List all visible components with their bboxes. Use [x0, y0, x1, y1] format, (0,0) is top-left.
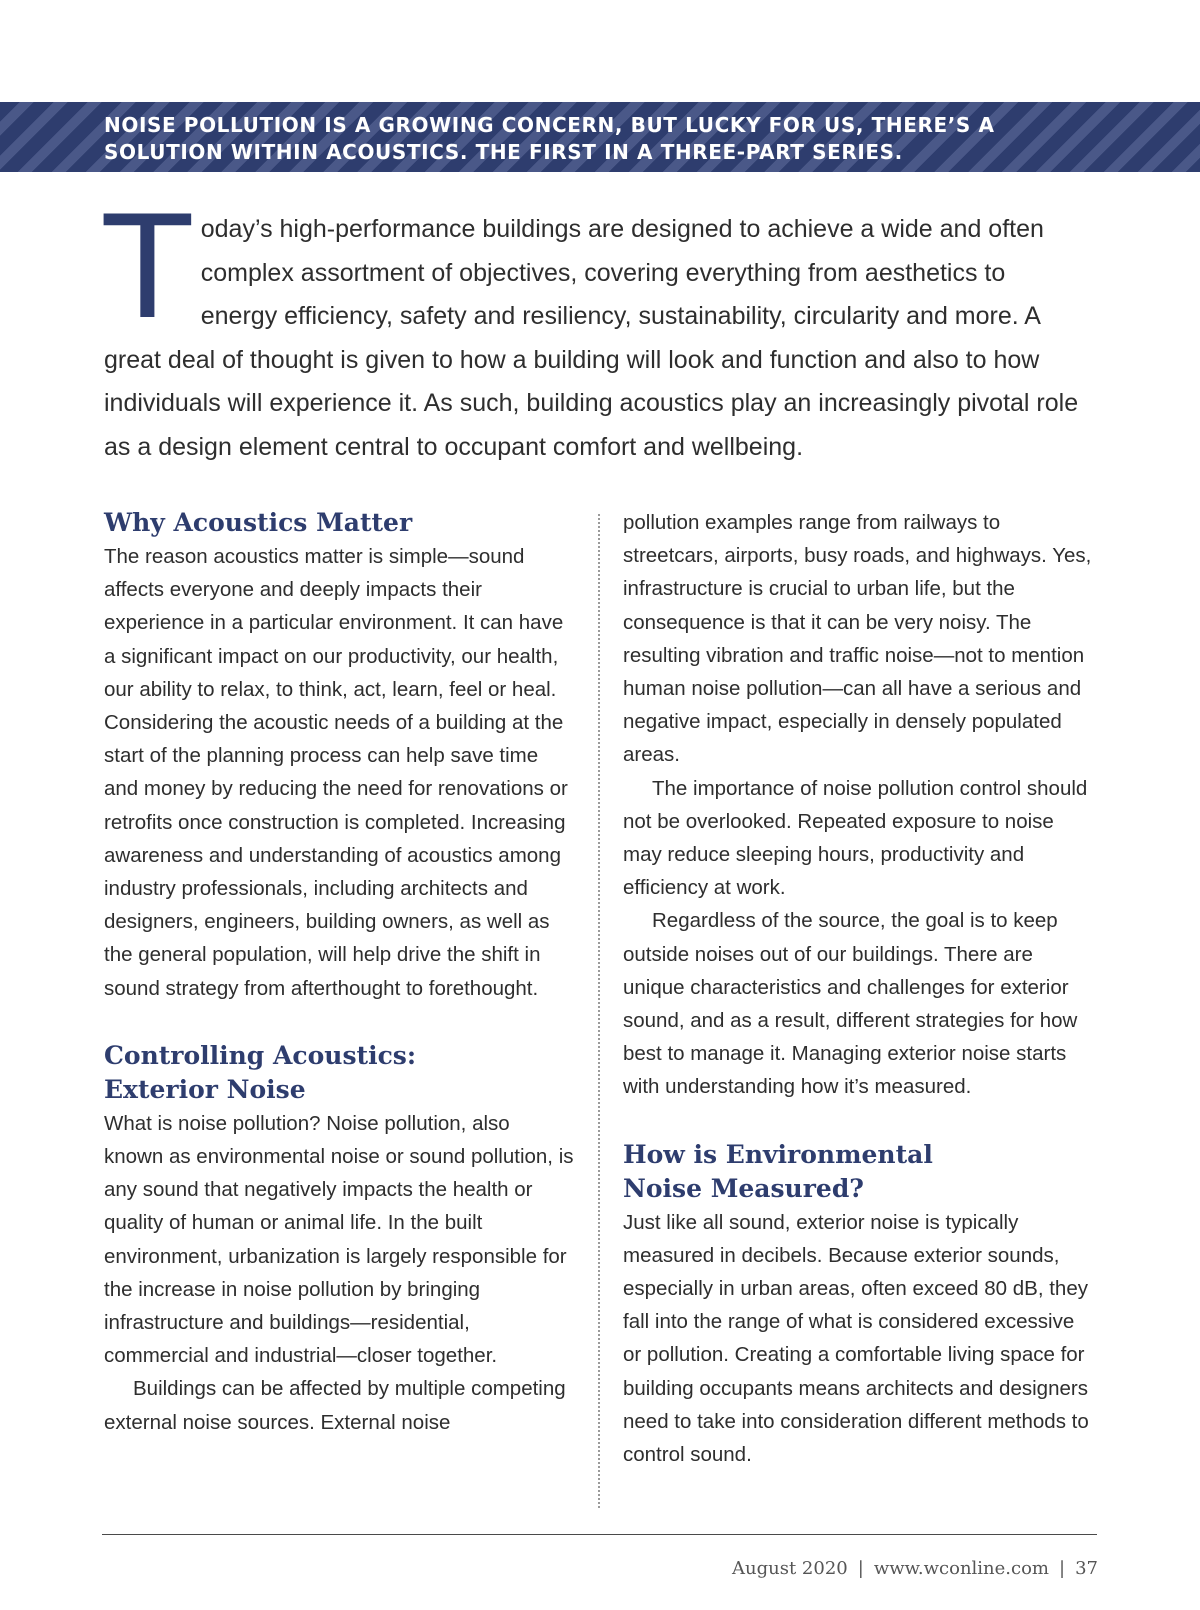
intro-paragraph — [104, 186, 1084, 469]
paragraph-external-sources: Buildings can be affected by multiple competing external noise sources. External noise — [104, 1377, 566, 1434]
banner-line-1: NOISE POLLUTION IS A GROWING CONCERN, BUT LUCKY FOR US, THERE’S A — [104, 113, 995, 137]
paragraph-regardless: Regardless of the source, the goal is to keep outside noises out of our buildings. There are unique characteristics and challenges for exterior sound, and as a result, different strategies for how best to manage it. Managing exterior noise starts with understanding how it’s measured. — [623, 909, 1078, 1099]
heading-line: Noise Measured? — [623, 1173, 864, 1203]
paragraph-why-acoustics: The reason acoustics matter is simple—sound affects everyone and deeply impacts their experience in a particular environment. It can have a significant impact on our productivity, our health, our ability to relax, to think, act, learn, feel or heal. Considering the acoustic needs of a building at the start of the planning process can help save time and money by reducing the need for renovations or retrofits once construction is completed. Increasing awareness and understanding of acoustics among industry professionals, including architects and designers, engineers, building owners, as well as the general population, will help drive the shift in sound strategy from afterthought to forethought. — [104, 545, 568, 1000]
heading-controlling-acoustics — [104, 1039, 574, 1107]
heading-line: Exterior Noise — [104, 1074, 306, 1104]
banner-text — [104, 112, 1164, 166]
heading-why-acoustics-matter: Why Acoustics Matter — [104, 508, 413, 537]
page-number: 37 — [1075, 1558, 1098, 1579]
footer-rule — [102, 1534, 1097, 1535]
paragraph-decibels: Just like all sound, exterior noise is typically measured in decibels. Because exterior sounds, especially in urban areas, often exceed 80 dB, they fall into the range of what is considered excessive or pollution. Creating a comfortable living space for building occupants means architects and designers need to take into consideration different methods to control sound. — [623, 1210, 1089, 1467]
heading-how-measured — [623, 1138, 1093, 1206]
paragraph-noise-pollution: What is noise pollution? Noise pollution, also known as environmental noise or sound pollution, is any sound that negatively impacts the health or quality of human or animal life. In the built environment, urbanization is largely responsible for the increase in noise pollution by bringing infrastructure and buildings—residential, commercial and industrial—closer together. — [104, 1111, 574, 1368]
footer-separator: | — [1059, 1558, 1066, 1579]
drop-cap: T — [104, 186, 191, 351]
page-footer — [732, 1558, 1098, 1579]
column-divider — [598, 514, 600, 1508]
heading-line: How is Environmental — [623, 1139, 933, 1169]
right-column — [623, 506, 1093, 1471]
footer-separator: | — [857, 1558, 864, 1579]
footer-date: August 2020 — [732, 1558, 848, 1579]
header-banner — [0, 102, 1200, 172]
left-column — [104, 506, 574, 1439]
banner-line-2: SOLUTION WITHIN ACOUSTICS. THE FIRST IN A THREE-PART SERIES. — [104, 140, 903, 164]
paragraph-pollution-examples: pollution examples range from railways to streetcars, airports, busy roads, and highways. Yes, infrastructure is crucial to urban life, but the consequence is that it can be very noisy. The resulting vibration and traffic noise—not to mention human noise pollution—can all have a serious and negative impact, especially in densely populated areas. — [623, 511, 1092, 767]
paragraph-importance: The importance of noise pollution control should not be overlooked. Repeated exposure to noise may reduce sleeping hours, productivity and efficiency at work. — [623, 776, 1088, 900]
footer-website: www.wconline.com — [873, 1558, 1050, 1579]
heading-line: Controlling Acoustics: — [104, 1040, 417, 1070]
intro-text: oday’s high-performance buildings are designed to achieve a wide and often complex assortment of objectives, covering everything from aesthetics to energy efficiency, safety and resiliency, sustainability, circularity and more. A great deal of thought is given to how a building will look and function and also to how individuals will experience it. As such, building acoustics play an increasingly pivotal role as a design element central to occupant comfort and wellbeing. — [104, 215, 1079, 461]
